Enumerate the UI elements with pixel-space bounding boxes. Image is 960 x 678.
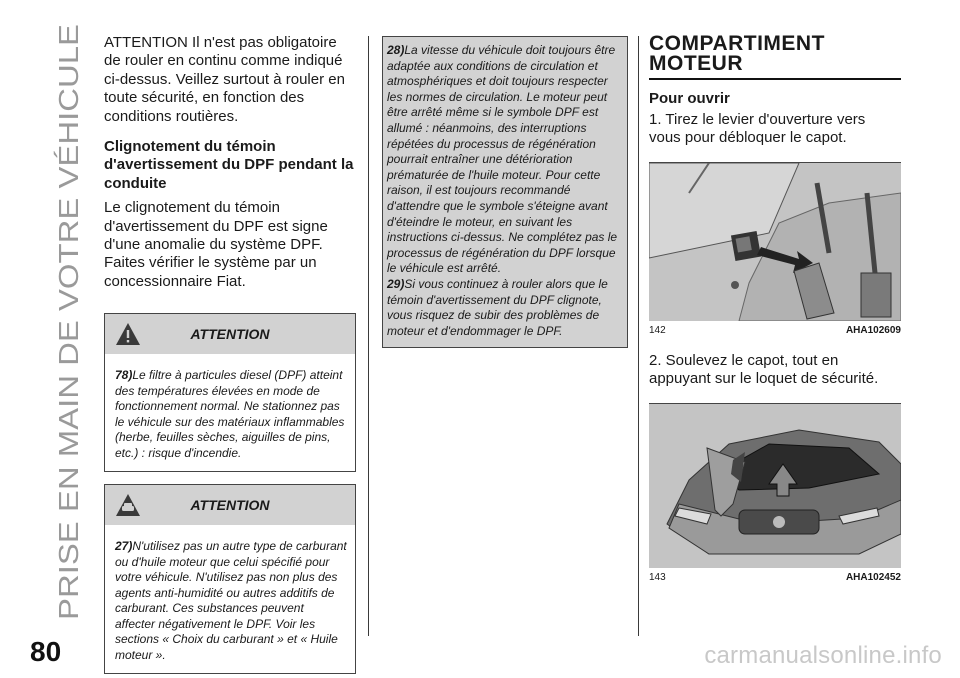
figure-caption [649,325,901,336]
title-underline [649,78,901,80]
warning-text [105,354,355,471]
column-middle [382,36,628,348]
note-ref: 28) [387,43,405,57]
intro-paragraph: ATTENTION Il n'est pas obligatoire de rouler en continu comme indiqué ci-dessus. Veillez surtout à rouler en toute sécurité, en fonction des conditions routières. [104,34,345,125]
figure-number: 143 [649,571,666,583]
figure-code: AHA102609 [845,324,901,336]
step-1: 1. Tirez le levier d'ouverture vers vous pour débloquer le capot. [649,111,866,147]
warning-ref: 78) [115,368,133,383]
column-divider [638,36,639,636]
warning-header [105,485,355,525]
step-2: 2. Soulevez le capot, tout en appuyant sur le loquet de sécurité. [649,351,879,388]
figure-142 [649,162,901,336]
figure-code: AHA102452 [845,571,901,583]
column-divider [368,36,369,636]
note-text: La vitesse du véhicule doit toujours être adaptée aux conditions de circulation et atmosphériques et doit toujours respecter les normes de circulation. Le moteur peut être arrêté même si le symbole DPF est allumé : néanmoins, des interruptions répétées du processus de régénération pourrait entraîner une détérioration prématurée de l'huile moteur. Pour cette raison, il est toujours recommandé d'attendre que le symbole s'éteigne avant d'éteindre le moteur, en suivant les instructions ci-dessus. Ne complétez pas le processus de régénération du DPF lorsque le véhicule est arrêté. [387,43,618,276]
column-left [104,34,356,674]
section-title: COMPARTIMENT MOTEUR [649,32,825,75]
note-ref: 29) [387,276,405,291]
warning-box-78 [104,313,356,472]
chapter-title-text: PRISE EN MAIN DE VOTRE VÉHICULE [53,112,84,620]
column-right [649,34,901,583]
warning-body-text: N'utilisez pas un autre type de carburant ou d'huile moteur que celui spécifié pour votre véhicule. N'utilisez pas non plus des agents anti-humidité ou autres additifs de carburant. Ces substances peuvent affecter négativement le DPF. Voir les sections « Choix du carburant » et « Huile moteur ». [115,539,347,662]
figure-number: 142 [649,324,666,336]
hood-lifting-illustration [649,404,901,568]
warning-ref: 27) [115,539,133,554]
figure-caption [649,572,901,583]
notes-box [382,36,628,348]
warning-title: ATTENTION [190,326,270,343]
body-paragraph: Le clignotement du témoin d'avertissement du DPF est signe d'une anomalie du système DPF. Faites vérifier le système par un concessionnaire Fiat. [104,199,328,290]
warning-box-27 [104,484,356,674]
warning-body-text: Le filtre à particules diesel (DPF) atteint des températures élevées en mode de fonctionnement normal. Ne stationnez pas le véhicule sur des matériaux inflammables (herbe, feuilles sèches, aiguilles de pins, etc.) : risque d'incendie. [115,368,345,460]
watermark: carmanualsonline.info [704,642,942,669]
note-text: Si vous continuez à rouler alors que le témoin d'avertissement du DPF clignote, vous risquez de subir des problèmes de moteur et d'endommager le DPF. [387,276,608,338]
page-number: 80 [30,636,62,667]
hood-release-lever-illustration [649,163,901,321]
warning-text [105,525,355,673]
subsection-title: Pour ouvrir [649,90,730,107]
section-heading: Clignotement du témoin d'avertissement du DPF pendant la conduite [104,138,354,192]
figure-143 [649,403,901,583]
chapter-title-vertical [34,20,94,620]
warning-title: ATTENTION [190,497,270,514]
warning-header [105,314,355,354]
